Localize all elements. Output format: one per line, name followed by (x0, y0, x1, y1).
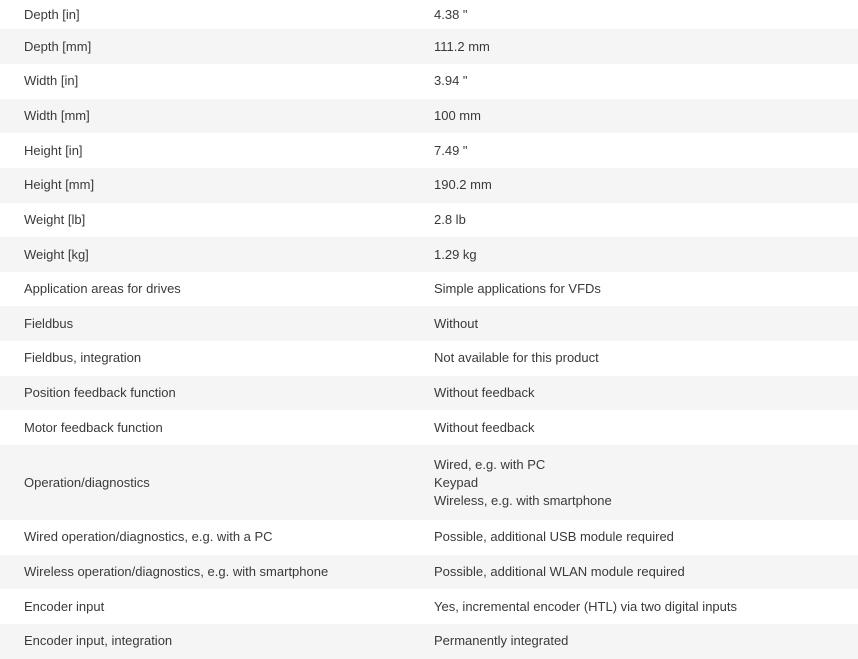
table-row (0, 272, 858, 307)
table-row (0, 133, 858, 168)
table-row (0, 203, 858, 238)
spec-value: 190.2 mm (434, 177, 492, 193)
spec-value: Permanently integrated (434, 633, 569, 649)
table-row (0, 168, 858, 203)
spec-value-line: Wireless, e.g. with smartphone (434, 492, 612, 508)
spec-label: Height [in] (24, 142, 83, 158)
spec-value: 7.49 " (434, 142, 468, 158)
spec-value: Possible, additional USB module required (434, 529, 674, 545)
spec-label: Fieldbus (24, 315, 74, 331)
spec-label: Weight [kg] (24, 246, 89, 262)
spec-label: Encoder input (24, 598, 105, 614)
spec-label: Fieldbus, integration (24, 350, 142, 366)
spec-label: Width [in] (24, 73, 79, 89)
table-row (0, 410, 858, 445)
table-row (0, 376, 858, 411)
spec-value: 1.29 kg (434, 246, 477, 262)
spec-value: Yes, incremental encoder (HTL) via two digital inputs (434, 598, 737, 614)
table-row (0, 589, 858, 624)
spec-label: Position feedback function (24, 385, 176, 401)
table-row (0, 0, 858, 29)
table-row (0, 29, 858, 64)
table-row (0, 555, 858, 590)
spec-label: Application areas for drives (24, 281, 181, 297)
spec-value: Without (434, 315, 479, 331)
spec-value: Without feedback (434, 385, 535, 401)
spec-label: Operation/diagnostics (24, 474, 150, 490)
table-row (0, 624, 858, 659)
spec-label: Wired operation/diagnostics, e.g. with a PC (24, 529, 273, 545)
spec-label: Depth [in] (24, 6, 80, 22)
spec-value: 4.38 " (434, 6, 468, 22)
table-row (0, 341, 858, 376)
spec-value: 2.8 lb (434, 211, 466, 227)
table-row (0, 445, 858, 520)
table-row (0, 64, 858, 99)
spec-label: Width [mm] (24, 107, 90, 123)
spec-value (429, 456, 858, 510)
spec-value: Without feedback (434, 419, 535, 435)
table-row (0, 237, 858, 272)
spec-value: Simple applications for VFDs (434, 281, 601, 297)
spec-value-line: Wired, e.g. with PC (434, 456, 546, 472)
spec-value: 3.94 " (434, 73, 468, 89)
table-row (0, 306, 858, 341)
spec-label: Motor feedback function (24, 419, 163, 435)
spec-value: Possible, additional WLAN module required (434, 563, 685, 579)
spec-value: Not available for this product (434, 350, 599, 366)
spec-label: Wireless operation/diagnostics, e.g. with smartphone (24, 563, 329, 579)
spec-label: Encoder input, integration (24, 633, 173, 649)
spec-label: Height [mm] (24, 177, 95, 193)
spec-label: Depth [mm] (24, 38, 92, 54)
table-row (0, 99, 858, 134)
spec-value: 100 mm (434, 107, 481, 123)
spec-value-line: Keypad (434, 474, 479, 490)
spec-label: Weight [lb] (24, 211, 86, 227)
spec-value: 111.2 mm (434, 38, 490, 54)
table-row (0, 520, 858, 555)
